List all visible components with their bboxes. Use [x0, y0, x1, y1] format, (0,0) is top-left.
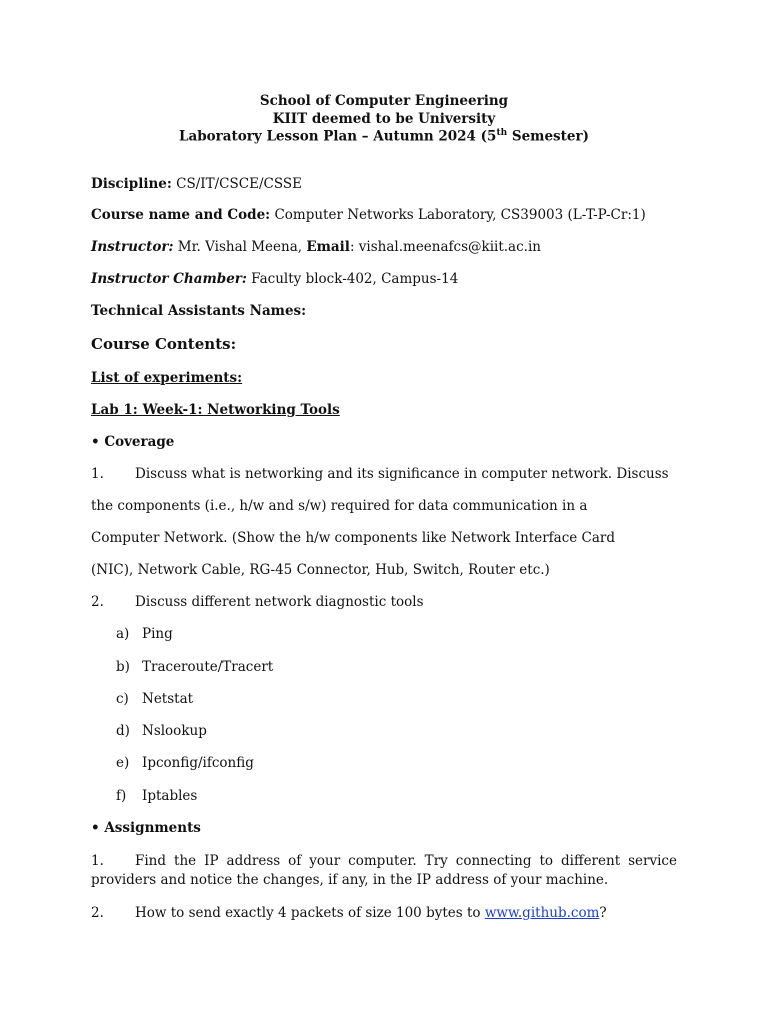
discipline-label: Discipline: [91, 176, 172, 192]
tool-name: Ipconfig/ifconfig [142, 755, 254, 771]
assignment-2-suffix: ? [599, 905, 607, 921]
tool-name: Ping [142, 626, 173, 642]
tool-letter: d) [116, 723, 130, 739]
assignment-1-num: 1. [91, 853, 104, 869]
header-university: KIIT deemed to be University [272, 111, 496, 127]
lab1-heading [91, 402, 340, 418]
tool-item [116, 755, 254, 771]
chamber-line [91, 271, 458, 287]
chamber-value: Faculty block-402, Campus-14 [246, 271, 459, 287]
header-lesson-plan [0, 128, 768, 145]
tool-name: Iptables [142, 788, 198, 804]
tool-name: Nslookup [142, 723, 207, 739]
header-lesson-plan-prefix: Laboratory Lesson Plan – Autumn 2024 (5 [179, 128, 497, 145]
tool-letter: b) [116, 659, 130, 675]
tool-item [116, 723, 207, 739]
tool-letter: f) [116, 788, 127, 804]
assignment-1-text: Find the IP address of your computer. Try connecting to different service providers and notice the changes, if any, in the IP address of your machine. [91, 853, 677, 888]
coverage-item-2 [91, 594, 424, 610]
header-lesson-plan-sup: th [496, 128, 508, 138]
tool-letter: a) [116, 626, 130, 642]
discipline-line [91, 176, 302, 192]
assignments-heading [91, 820, 201, 836]
coverage-item-1-line4: (NIC), Network Cable, RG-45 Connector, Hub, Switch, Router etc.) [91, 562, 550, 578]
course-value: Computer Networks Laboratory, CS39003 (L-T-P-Cr:1) [270, 207, 646, 223]
header-school: School of Computer Engineering [259, 93, 509, 109]
assignments-text: • Assignments [91, 820, 201, 836]
email-value: : vishal.meenafcs@kiit.ac.in [349, 239, 541, 255]
assignment-1 [91, 852, 677, 890]
instructor-line [91, 239, 541, 255]
coverage-item-1-num: 1. [91, 466, 104, 482]
assignment-2-prefix: How to send exactly 4 packets of size 100 bytes to [135, 905, 485, 921]
email-label: Email [306, 239, 350, 255]
tool-item [116, 788, 197, 804]
tool-letter: c) [116, 691, 129, 707]
course-label: Course name and Code: [91, 207, 271, 223]
instructor-value: Mr. Vishal Meena, [173, 239, 307, 255]
coverage-item-1-line3: Computer Network. (Show the h/w components like Network Interface Card [91, 530, 616, 546]
tool-letter: e) [116, 755, 130, 771]
coverage-item-2-text: Discuss different network diagnostic tools [135, 594, 424, 610]
lab1-title: Lab 1: Week-1: Networking Tools [91, 402, 340, 418]
github-link[interactable]: www.github.com [484, 905, 600, 921]
assignment-2-num: 2. [91, 905, 104, 921]
coverage-item-1-line1: Discuss what is networking and its significance in computer network. Discuss [135, 466, 669, 482]
list-of-experiments-text: List of experiments: [91, 370, 243, 386]
course-contents-text: Course Contents: [91, 335, 237, 353]
ta-line [91, 303, 306, 319]
chamber-label: Instructor Chamber: [91, 271, 247, 287]
assignment-2 [91, 905, 607, 921]
tool-name: Traceroute/Tracert [142, 659, 274, 675]
tool-name: Netstat [142, 691, 194, 707]
course-line [91, 207, 646, 223]
coverage-heading [91, 434, 174, 450]
coverage-item-2-num: 2. [91, 594, 104, 610]
tool-item [116, 626, 173, 642]
instructor-label: Instructor: [91, 239, 174, 255]
coverage-item-1-line2: the components (i.e., h/w and s/w) required for data communication in a [91, 498, 588, 514]
coverage-text: • Coverage [91, 434, 175, 450]
tool-item [116, 659, 273, 675]
header-lesson-plan-suffix: Semester) [507, 128, 589, 145]
discipline-value: CS/IT/CSCE/CSSE [171, 176, 302, 192]
ta-label: Technical Assistants Names: [91, 303, 307, 319]
tool-item [116, 691, 193, 707]
list-of-experiments-heading [91, 370, 242, 386]
course-contents-heading [91, 335, 236, 353]
coverage-item-1 [91, 466, 669, 482]
